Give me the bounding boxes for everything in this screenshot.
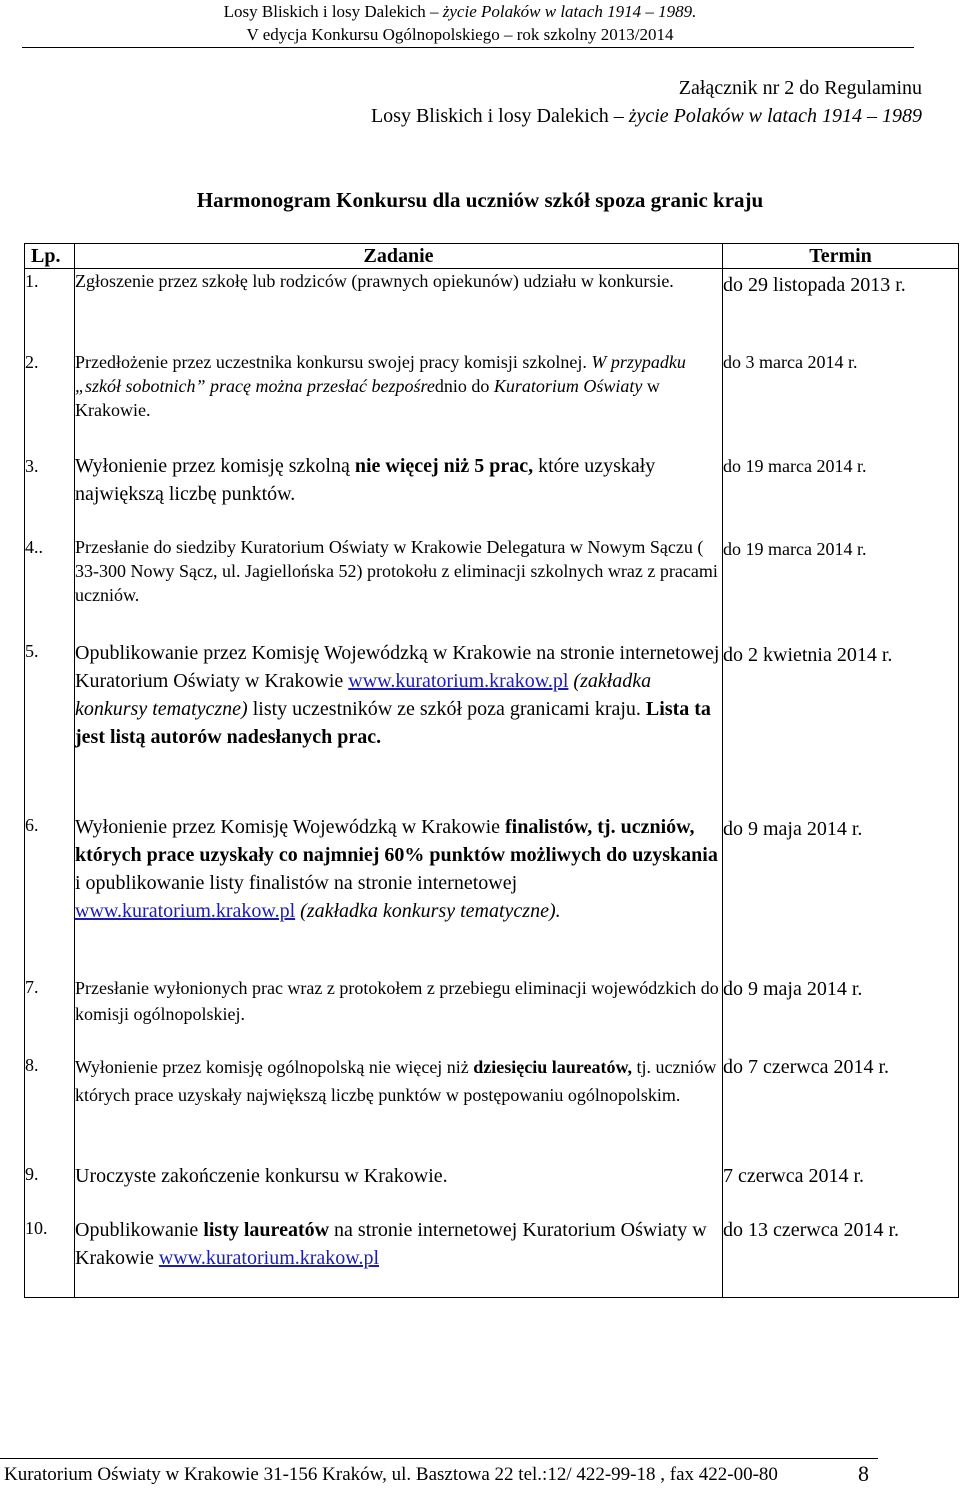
row-term: do 19 marca 2014 r. [723,452,959,535]
row-task [75,452,723,535]
row-task [75,1216,723,1298]
task-emphasis: listy laureatów [203,1218,330,1241]
task-emphasis: Lista ta jest listą autorów nadesłanych prac. [75,697,711,748]
task-note: (zakładka konkursy tematyczne). [300,899,561,922]
annex-contest-name [371,102,922,130]
footer-divider [0,1458,878,1459]
row-number: 10. [25,1216,75,1298]
schedule-table [24,243,959,1298]
kuratorium-website-link[interactable]: www.kuratorium.krakow.pl [75,899,296,922]
task-emphasis: nie więcej niż 5 prac, [354,454,534,477]
annex-contest-title: Losy Bliskich i losy Dalekich – [370,105,624,127]
header-subtitle: życie Polaków w latach 1914 – 1989. [442,2,697,21]
task-text: tj. uczniów których prace uzyskały największą liczbę punktów w postępowaniu ogólnopolskim. [75,1056,717,1105]
task-text: Wyłonienie przez komisję szkolną [75,454,350,477]
header-divider [22,47,914,48]
row-task: Przesłanie do siedziby Kuratorium Oświaty w Krakowie Delegatura w Nowym Sączu ( 33-300 Nowy Sącz, ul. Jagiellońska 52) protokołu z eliminacji szkolnych wraz z pracami uczniów. [75,535,723,639]
task-text: Opublikowanie przez Komisję Wojewódzką w Krakowie na stronie internetowej Kuratorium Oświaty w Krakowie [75,641,720,692]
row-number: 7. [25,975,75,1053]
table-row [25,350,959,452]
header-task: Zadanie [75,244,723,269]
header-term: Termin [723,244,959,269]
row-task: Przesłanie wyłonionych prac wraz z protokołem z przebiegu eliminacji wojewódzkich do komisji ogólnopolskiej. [75,975,723,1053]
task-text: listy uczestników ze szkół poza granicami kraju. [252,697,641,720]
row-task: Uroczyste zakończenie konkursu w Krakowie. [75,1162,723,1216]
header-line-1 [180,0,740,23]
annex-block [371,74,922,130]
table-row [25,639,959,813]
row-term: do 7 czerwca 2014 r. [723,1053,959,1162]
table-row [25,813,959,975]
kuratorium-website-link[interactable]: www.kuratorium.krakow.pl [158,1246,379,1269]
row-number: 3. [25,452,75,535]
row-term: do 19 marca 2014 r. [723,535,959,639]
task-text: które uzyskały największą liczbę punktów. [75,454,656,505]
task-text: Przedłożenie przez uczestnika konkursu swojej pracy komisji szkolnej. [75,351,587,372]
header-line-2: V edycja Konkursu Ogólnopolskiego – rok szkolny 2013/2014 [246,25,674,44]
task-text: w Krakowie. [75,375,660,420]
page-number: 8 [858,1461,869,1486]
row-term: do 3 marca 2014 r. [723,350,959,452]
footer-contact: Kuratorium Oświaty w Krakowie 31-156 Kraków, ul. Basztowa 22 tel.:12/ 422-99-18 , fax 422-00-80 [4,1464,778,1485]
table-header-row [25,244,959,269]
row-number: 2. [25,350,75,452]
row-task: Zgłoszenie przez szkołę lub rodziców (prawnych opiekunów) udziału w konkursie. [75,269,723,350]
row-term: do 9 maja 2014 r. [723,813,959,975]
task-emphasis: finalistów, tj. uczniów, których prace uzyskały co najmniej 60% punktów możliwych do uzyskania [75,815,718,866]
task-note: W przypadku „szkół sobotnich” pracę można przesłać bezpośre [75,351,686,396]
schedule-title: Harmonogram Konkursu dla uczniów szkół spoza granic kraju [196,188,764,212]
task-note: (zakładka konkursy tematyczne) [75,669,652,720]
table-row [25,1053,959,1162]
row-number: 8. [25,1053,75,1162]
table-row [25,452,959,535]
row-task [75,813,723,975]
row-number: 9. [25,1162,75,1216]
kuratorium-website-link[interactable]: www.kuratorium.krakow.pl [348,669,569,692]
task-text: Wyłonienie przez komisję ogólnopolską nie więcej niż [75,1056,469,1077]
row-task [75,1053,723,1162]
task-text: dnio do [434,375,490,396]
row-task [75,350,723,452]
task-institution: Kuratorium Oświaty [493,375,643,396]
row-number: 6. [25,813,75,975]
header-title: Losy Bliskich i losy Dalekich – [223,2,439,21]
document-header [180,0,740,46]
table-row [25,269,959,350]
table-row [25,535,959,639]
row-term: 7 czerwca 2014 r. [723,1162,959,1216]
task-text: na stronie internetowej Kuratorium Oświaty w Krakowie [75,1218,707,1269]
row-term: do 2 kwietnia 2014 r. [723,639,959,813]
task-text: i opublikowanie listy finalistów na stronie internetowej [75,871,518,894]
row-number: 4.. [25,535,75,639]
table-row [25,1162,959,1216]
row-term: do 29 listopada 2013 r. [723,269,959,350]
row-number: 1. [25,269,75,350]
row-term: do 13 czerwca 2014 r. [723,1216,959,1298]
header-lp: Lp. [25,244,75,269]
row-term: do 9 maja 2014 r. [723,975,959,1053]
annex-contest-subtitle: życie Polaków w latach 1914 – 1989 [628,105,922,127]
row-number: 5. [25,639,75,813]
task-emphasis: dziesięciu laureatów, [473,1056,632,1077]
task-text: Wyłonienie przez Komisję Wojewódzką w Krakowie [75,815,501,838]
table-row [25,1216,959,1298]
row-task [75,639,723,813]
annex-label: Załącznik nr 2 do Regulaminu [678,77,922,99]
table-row [25,975,959,1053]
task-text: Opublikowanie [75,1218,199,1241]
